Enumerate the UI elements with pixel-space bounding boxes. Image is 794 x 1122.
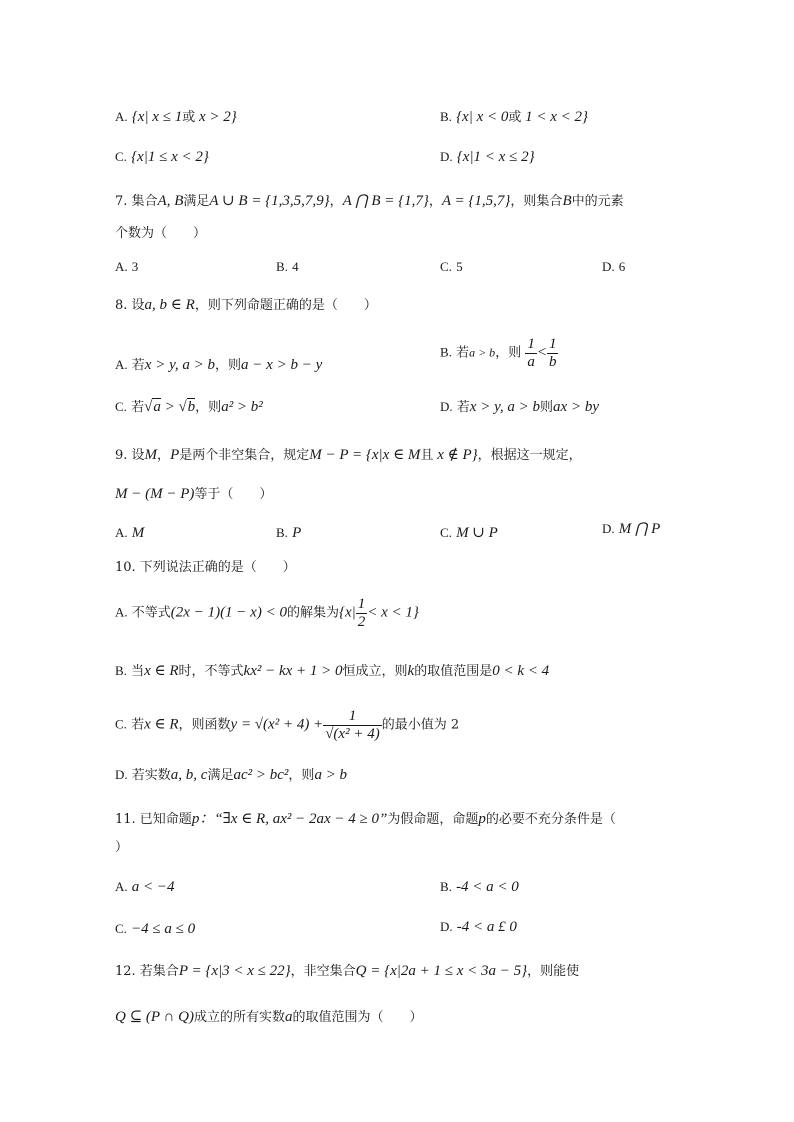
- stem-text: ，根据这一规定，: [477, 448, 582, 463]
- option-text: 若: [456, 345, 470, 361]
- option-expr: {x|1 < x ≤ 2}: [456, 149, 535, 165]
- option-label: B.: [440, 879, 452, 894]
- option-text: M ∪ P: [456, 525, 498, 541]
- math-condition: x ∈ R: [144, 663, 179, 679]
- stem-text: ，: [157, 448, 171, 463]
- question-number: 11. 已知命题: [115, 812, 192, 827]
- stem-text: 的取值范围为（ ）: [292, 1010, 423, 1025]
- math-condition: a > b: [469, 345, 496, 360]
- math-range: 0 < k < 4: [492, 663, 550, 679]
- q11-option-d[interactable]: [440, 918, 517, 936]
- option-text: a < −4: [131, 879, 175, 895]
- stem-text: ，非空集合: [290, 964, 356, 979]
- math-set-open: {x|: [338, 604, 356, 621]
- stem-text: ，则集合: [510, 194, 563, 209]
- math-sets: A, B: [157, 193, 184, 209]
- option-label: B.: [276, 525, 288, 540]
- question-number: 7. 集合: [115, 194, 158, 209]
- math-set-a: A = {1,5,7}: [441, 193, 511, 209]
- option-text: M ⋂ P: [618, 521, 661, 537]
- option-label: A.: [115, 525, 128, 540]
- option-text: 当: [131, 664, 145, 679]
- option-text: 若: [456, 400, 470, 415]
- option-label: A.: [115, 109, 128, 124]
- option-label: C.: [115, 716, 127, 732]
- option-expr: {x|1 ≤ x < 2}: [131, 149, 209, 165]
- q11-option-b[interactable]: [440, 878, 519, 896]
- math-condition: a, b ∈ R: [144, 297, 195, 313]
- fraction-one-over-a: [525, 336, 537, 370]
- math-var-a: a: [284, 1009, 293, 1025]
- stem-text: 且: [420, 448, 434, 463]
- q7-option-b[interactable]: [276, 259, 299, 276]
- option-expr-tail: x > 2}: [195, 109, 237, 125]
- q11-option-c[interactable]: [115, 920, 195, 938]
- option-connector: 或: [508, 110, 522, 125]
- option-expr-tail: 1 < x < 2}: [521, 109, 589, 125]
- q7-stem: [115, 192, 624, 210]
- option-text: ，则: [195, 400, 222, 415]
- option-text: 时，不等式: [178, 664, 244, 679]
- q8-stem: [115, 296, 377, 314]
- q6-option-c[interactable]: [115, 148, 209, 166]
- option-text: 不等式: [131, 605, 171, 621]
- fraction-reciprocal-root: [323, 708, 382, 742]
- math-vars: a, b, c: [170, 767, 208, 783]
- math-condition: x > y, a > b: [144, 357, 216, 373]
- stem-text: ，: [329, 194, 343, 209]
- q7-option-d[interactable]: [602, 259, 625, 276]
- option-text: −4 ≤ a ≤ 0: [131, 921, 196, 937]
- math-inequality: kx² − kx + 1 > 0: [243, 663, 343, 679]
- option-text: 满足: [207, 768, 234, 783]
- q10-option-d[interactable]: [115, 766, 347, 784]
- option-label: A.: [115, 879, 128, 894]
- math-result: a > b: [314, 767, 348, 783]
- math-definition-tail: x ∉ P}: [433, 447, 478, 463]
- math-var-m: M: [144, 447, 158, 463]
- option-text: 的解集为: [286, 605, 339, 621]
- option-label: D.: [602, 259, 615, 274]
- option-label: C.: [115, 921, 127, 936]
- option-text: ，则函数: [178, 717, 231, 733]
- q8-option-d[interactable]: [440, 398, 599, 416]
- q7-option-a[interactable]: [115, 259, 138, 276]
- math-union: A ∪ B = {1,3,5,7,9}: [209, 193, 330, 209]
- option-expr: {x| x < 0: [456, 109, 509, 125]
- stem-text: 满足: [183, 194, 210, 209]
- option-text: 若: [131, 400, 145, 415]
- fraction-one-over-b: [547, 336, 559, 370]
- option-label: D.: [440, 919, 453, 934]
- q9-option-a[interactable]: [115, 524, 144, 542]
- radicand-a: a: [153, 399, 161, 415]
- option-label: D.: [440, 399, 453, 414]
- option-expr: {x| x ≤ 1: [131, 109, 183, 125]
- math-expression: M − (M − P): [115, 486, 195, 502]
- fraction-denominator: a: [527, 353, 535, 370]
- stem-text: 为假命题，命题: [387, 812, 479, 827]
- option-label: B.: [276, 259, 288, 274]
- q6-option-b[interactable]: [440, 108, 588, 126]
- q12-stem: [115, 962, 579, 980]
- math-set-p: P = {x|3 < x ≤ 22}: [178, 963, 291, 979]
- math-greater-than: >: [160, 399, 179, 415]
- stem-text: ，: [428, 194, 442, 209]
- fraction-numerator: 1: [357, 596, 366, 612]
- option-text: ，则: [215, 358, 242, 373]
- q6-option-a[interactable]: [115, 108, 237, 126]
- math-condition: x ∈ R: [144, 716, 179, 733]
- math-set-q: Q = {x|2a + 1 ≤ x < 3a − 5}: [355, 963, 528, 979]
- option-label: C.: [115, 399, 127, 414]
- option-label: D.: [440, 149, 453, 164]
- stem-text: ，则下列命题正确的是（ ）: [194, 298, 377, 313]
- option-label: A.: [115, 357, 128, 372]
- option-text: 6: [618, 259, 626, 274]
- fraction-numerator: 1: [548, 336, 557, 352]
- q10-stem: 10. 下列说法正确的是（ ）: [115, 560, 296, 575]
- q9-stem: [115, 446, 582, 464]
- math-set-close: < x < 1}: [367, 604, 419, 621]
- q11-stem-line2: ）: [115, 840, 129, 855]
- q10-option-a[interactable]: [115, 596, 419, 630]
- option-text: ，则: [288, 768, 315, 783]
- option-text: P: [292, 525, 302, 541]
- math-inequality: (2x − 1)(1 − x) < 0: [170, 604, 287, 621]
- q8-option-b[interactable]: [440, 336, 558, 370]
- q9-option-c[interactable]: [440, 524, 498, 542]
- radical-sign: √: [144, 399, 153, 415]
- question-number: 12. 若集合: [115, 964, 179, 979]
- option-label: C.: [115, 149, 127, 164]
- math-var-b: B: [562, 193, 572, 209]
- q11-option-a[interactable]: [115, 878, 175, 896]
- stem-text: 是两个非空集合，规定: [179, 448, 310, 463]
- math-result: a² > b²: [221, 399, 263, 415]
- math-condition: x > y, a > b: [469, 399, 541, 415]
- math-result: a − x > b − y: [241, 357, 323, 373]
- fraction-denominator: √(x² + 4): [325, 725, 380, 742]
- fraction-numerator: 1: [323, 708, 382, 726]
- fraction-denominator: 2: [357, 613, 366, 630]
- stem-text: 的必要不充分条件是（: [485, 812, 616, 827]
- question-number: 9. 设: [115, 448, 145, 463]
- fraction-numerator: 1: [527, 336, 535, 352]
- option-text: 若: [131, 717, 145, 733]
- q12-stem-line2: [115, 1008, 422, 1026]
- q9-option-d[interactable]: [602, 520, 660, 538]
- stem-text: 中的元素: [571, 194, 624, 209]
- math-definition: M − P = {x|x ∈ M: [309, 447, 421, 463]
- radicand-b: b: [187, 399, 196, 415]
- q11-stem: [115, 810, 616, 828]
- math-var-k: k: [407, 663, 415, 679]
- fraction-denominator: b: [548, 353, 557, 370]
- option-label: C.: [440, 259, 452, 274]
- q10-option-c[interactable]: [115, 708, 459, 742]
- math-expression: Q ⊆ (P ∩ Q): [115, 1009, 194, 1025]
- option-label: D.: [115, 767, 128, 782]
- option-label: D.: [602, 521, 615, 536]
- option-text: 若: [131, 358, 145, 373]
- math-proposition: p：“∃x ∈ R, ax² − 2ax − 4 ≥ 0”: [191, 811, 388, 827]
- math-var-p: p: [478, 811, 486, 827]
- option-label: B.: [440, 344, 452, 360]
- q6-option-d[interactable]: [440, 148, 535, 166]
- stem-text: ，则能使: [527, 964, 580, 979]
- math-function: y = √(x² + 4) +: [230, 716, 324, 733]
- option-text: 5: [456, 259, 463, 274]
- math-condition: ac² > bc²: [233, 767, 289, 783]
- q9-stem-line2: [115, 485, 272, 503]
- option-text: 的最小值为 2: [381, 717, 460, 733]
- q8-option-a[interactable]: [115, 356, 322, 374]
- option-text: 若实数: [131, 768, 171, 783]
- q7-option-c[interactable]: [440, 259, 463, 276]
- fraction-one-half: [356, 596, 368, 630]
- option-text: ，则: [495, 345, 522, 361]
- math-less-than: <: [536, 344, 547, 361]
- option-label: B.: [440, 109, 452, 124]
- option-label: C.: [440, 525, 452, 540]
- option-text: -4 < a £ 0: [456, 919, 517, 935]
- option-label: B.: [115, 663, 127, 678]
- option-label: A.: [115, 259, 128, 274]
- q9-option-b[interactable]: [276, 524, 301, 542]
- stem-text: 成立的所有实数: [193, 1010, 285, 1025]
- option-text: 4: [292, 259, 299, 274]
- math-result: ax > by: [553, 399, 599, 415]
- math-intersection: A ⋂ B = {1,7}: [342, 193, 429, 209]
- option-text: 恒成立，则: [342, 664, 408, 679]
- option-connector: 或: [182, 110, 196, 125]
- option-text: M: [131, 525, 145, 541]
- option-text: -4 < a < 0: [456, 879, 519, 895]
- stem-text: 等于（ ）: [194, 487, 273, 502]
- q8-option-c[interactable]: [115, 398, 263, 416]
- option-text: 3: [131, 259, 139, 274]
- option-label: A.: [115, 604, 128, 620]
- option-text: 的取值范围是: [414, 664, 493, 679]
- math-var-p: P: [170, 447, 180, 463]
- option-text: 则: [540, 400, 554, 415]
- q7-stem-line2: 个数为（ ）: [115, 226, 207, 241]
- radical-sign: √: [178, 399, 187, 415]
- question-number: 8. 设: [115, 298, 145, 313]
- q10-option-b[interactable]: [115, 662, 549, 680]
